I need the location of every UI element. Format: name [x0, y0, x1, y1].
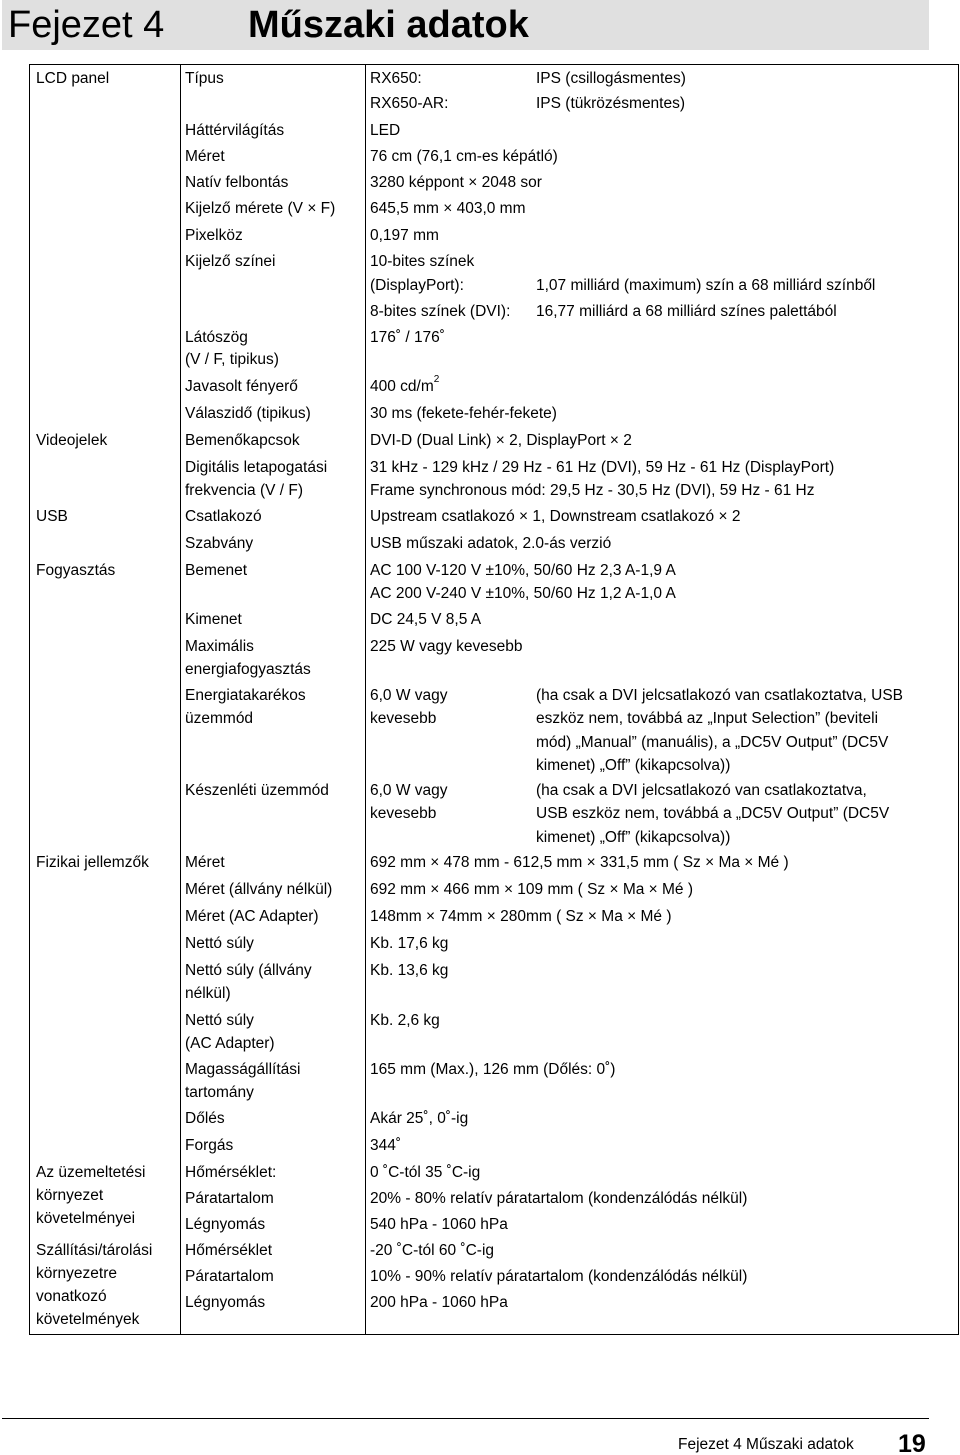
spec-label: Maximális: [185, 638, 254, 655]
spec-label: Nettó súly: [185, 1012, 254, 1029]
spec-value: IPS (tükrözésmentes): [536, 95, 686, 112]
spec-value: 645,5 mm × 403,0 mm: [370, 200, 526, 217]
spec-value: 1,07 milliárd (maximum) szín a 68 milliárd színből: [536, 277, 876, 294]
spec-value: Kb. 17,6 kg: [370, 935, 449, 952]
spec-label: Hőmérséklet:: [185, 1164, 277, 1181]
spec-value: USB műszaki adatok, 2.0-ás verzió: [370, 535, 612, 552]
spec-note: kimenet) „Off” (kikapcsolva)): [536, 829, 731, 846]
spec-value: Akár 25˚, 0˚-ig: [370, 1110, 469, 1127]
spec-label: Kijelző színei: [185, 253, 276, 270]
section-label-usb: USB: [36, 508, 68, 525]
spec-value: Kb. 2,6 kg: [370, 1012, 440, 1029]
section-label-storage: vonatkozó: [36, 1288, 107, 1305]
spec-label: Javasolt fényerő: [185, 378, 298, 395]
spec-label: (V / F, tipikus): [185, 351, 279, 368]
spec-label: Forgás: [185, 1137, 234, 1154]
spec-label: Légnyomás: [185, 1294, 266, 1311]
spec-value: 148mm × 74mm × 280mm ( Sz × Ma × Mé ): [370, 908, 672, 925]
spec-label: Pixelköz: [185, 227, 243, 244]
spec-note: (ha csak a DVI jelcsatlakozó van csatlakoztatva, USB: [536, 687, 903, 704]
page-number: 19: [898, 1430, 926, 1455]
spec-label: Bemenőkapcsok: [185, 432, 300, 449]
spec-label: Szabvány: [185, 535, 254, 552]
spec-label: Méret (AC Adapter): [185, 908, 319, 925]
superscript: 2: [433, 374, 440, 385]
spec-label: frekvencia (V / F): [185, 482, 303, 499]
spec-label: Méret: [185, 854, 225, 871]
spec-value: kevesebb: [370, 710, 437, 727]
spec-label: Légnyomás: [185, 1216, 266, 1233]
spec-value: RX650-AR:: [370, 95, 449, 112]
spec-label: Méret (állvány nélkül): [185, 881, 333, 898]
spec-value: (DisplayPort):: [370, 277, 464, 294]
section-label-video: Videojelek: [36, 432, 108, 449]
spec-label: Dőlés: [185, 1110, 225, 1127]
spec-label: Típus: [185, 70, 224, 87]
spec-value: 400 $cd/m^2$: [370, 374, 440, 395]
spec-note: USB eszköz nem, továbbá a „DC5V Output” (DC5V: [536, 805, 890, 822]
spec-label: Natív felbontás: [185, 174, 289, 191]
section-label-storage: környezetre: [36, 1265, 117, 1282]
spec-value: AC 200 V-240 V ±10%, 50/60 Hz 1,2 A-1,0 A: [370, 585, 676, 602]
spec-value: 6,0 W vagy: [370, 687, 448, 704]
spec-label: Készenléti üzemmód: [185, 782, 329, 799]
spec-value: Kb. 13,6 kg: [370, 962, 449, 979]
column-divider: [180, 65, 181, 1334]
spec-label: üzemmód: [185, 710, 254, 727]
spec-value: kevesebb: [370, 805, 437, 822]
spec-value: LED: [370, 122, 401, 139]
footer-divider: [2, 1418, 929, 1419]
spec-label: Páratartalom: [185, 1190, 274, 1207]
spec-label: Kimenet: [185, 611, 242, 628]
spec-value: AC 100 V-120 V ±10%, 50/60 Hz 2,3 A-1,9 A: [370, 562, 676, 579]
spec-label: (AC Adapter): [185, 1035, 275, 1052]
spec-label: Bemenet: [185, 562, 248, 579]
spec-label: Nettó súly (állvány: [185, 962, 312, 979]
spec-value: DC 24,5 V 8,5 A: [370, 611, 482, 628]
section-label-operating: követelményei: [36, 1210, 136, 1227]
spec-value: 0,197 mm: [370, 227, 439, 244]
spec-value: 225 W vagy kevesebb: [370, 638, 523, 655]
spec-note: mód) „Manual” (manuális), a „DC5V Output” (DC5V: [536, 734, 889, 751]
spec-value: 344˚: [370, 1137, 402, 1154]
spec-value: 540 hPa - 1060 hPa: [370, 1216, 508, 1233]
spec-value: -20 ˚C-tól 60 ˚C-ig: [370, 1242, 495, 1259]
spec-table: [29, 64, 959, 1335]
spec-value: RX650:: [370, 70, 422, 87]
spec-note: kimenet) „Off” (kikapcsolva)): [536, 757, 731, 774]
spec-value: 176˚ / 176˚: [370, 329, 445, 346]
chapter-title: Műszaki adatok: [248, 4, 529, 46]
spec-value: Upstream csatlakozó × 1, Downstream csatlakozó × 2: [370, 508, 741, 525]
spec-value: 692 mm × 466 mm × 109 mm ( Sz × Ma × Mé ): [370, 881, 694, 898]
spec-label: Háttérvilágítás: [185, 122, 285, 139]
column-divider: [365, 65, 366, 1334]
spec-value: 10% - 90% relatív páratartalom (kondenzálódás nélkül): [370, 1268, 748, 1285]
spec-value: IPS (csillogásmentes): [536, 70, 686, 87]
spec-value: 20% - 80% relatív páratartalom (kondenzálódás nélkül): [370, 1190, 748, 1207]
section-label-storage: Szállítási/tárolási: [36, 1242, 153, 1259]
spec-value: 30 ms (fekete-fehér-fekete): [370, 405, 557, 422]
spec-value: 16,77 milliárd a 68 milliárd színes palettából: [536, 303, 837, 320]
section-label-physical: Fizikai jellemzők: [36, 854, 149, 871]
spec-label: Kijelző mérete (V × F): [185, 200, 336, 217]
spec-label: nélkül): [185, 985, 231, 1002]
chapter-header: [2, 0, 929, 50]
spec-label: Nettó súly: [185, 935, 254, 952]
spec-value: 3280 képpont × 2048 sor: [370, 174, 542, 191]
spec-label: energiafogyasztás: [185, 661, 311, 678]
spec-value: 10-bites színek: [370, 253, 475, 270]
spec-value: 6,0 W vagy: [370, 782, 448, 799]
spec-label: Méret: [185, 148, 225, 165]
section-label-lcd: LCD panel: [36, 70, 110, 87]
spec-value: Frame synchronous mód: 29,5 Hz - 30,5 Hz (DVI), 59 Hz - 61 Hz: [370, 482, 815, 499]
spec-value: 76 cm (76,1 cm-es képátló): [370, 148, 558, 165]
spec-value: 165 mm (Max.), 126 mm (Dőlés: 0˚): [370, 1061, 616, 1078]
spec-note: eszköz nem, továbbá az „Input Selection” (beviteli: [536, 710, 879, 727]
spec-label: Hőmérséklet: [185, 1242, 272, 1259]
section-label-power: Fogyasztás: [36, 562, 116, 579]
spec-label: Látószög: [185, 329, 248, 346]
spec-label: Energiatakarékos: [185, 687, 306, 704]
spec-label: Magasságállítási: [185, 1061, 301, 1078]
spec-label: Csatlakozó: [185, 508, 262, 525]
section-label-operating: környezet: [36, 1187, 104, 1204]
section-label-operating: Az üzemeltetési: [36, 1164, 146, 1181]
spec-label: Válaszidő (tipikus): [185, 405, 311, 422]
section-label-storage: követelmények: [36, 1311, 140, 1328]
spec-label: tartomány: [185, 1084, 254, 1101]
spec-value: DVI-D (Dual Link) × 2, DisplayPort × 2: [370, 432, 632, 449]
spec-value: 692 mm × 478 mm - 612,5 mm × 331,5 mm ( Sz × Ma × Mé ): [370, 854, 789, 871]
spec-value: 0 ˚C-tól 35 ˚C-ig: [370, 1164, 481, 1181]
spec-label: Digitális letapogatási: [185, 459, 328, 476]
spec-value: 8-bites színek (DVI):: [370, 303, 511, 320]
footer-chapter: Fejezet 4 Műszaki adatok: [678, 1436, 854, 1453]
spec-value: 200 hPa - 1060 hPa: [370, 1294, 508, 1311]
spec-value: 31 kHz - 129 kHz / 29 Hz - 61 Hz (DVI), 59 Hz - 61 Hz (DisplayPort): [370, 459, 835, 476]
chapter-number: Fejezet 4: [8, 4, 165, 46]
spec-label: Páratartalom: [185, 1268, 274, 1285]
spec-note: (ha csak a DVI jelcsatlakozó van csatlakoztatva,: [536, 782, 867, 799]
